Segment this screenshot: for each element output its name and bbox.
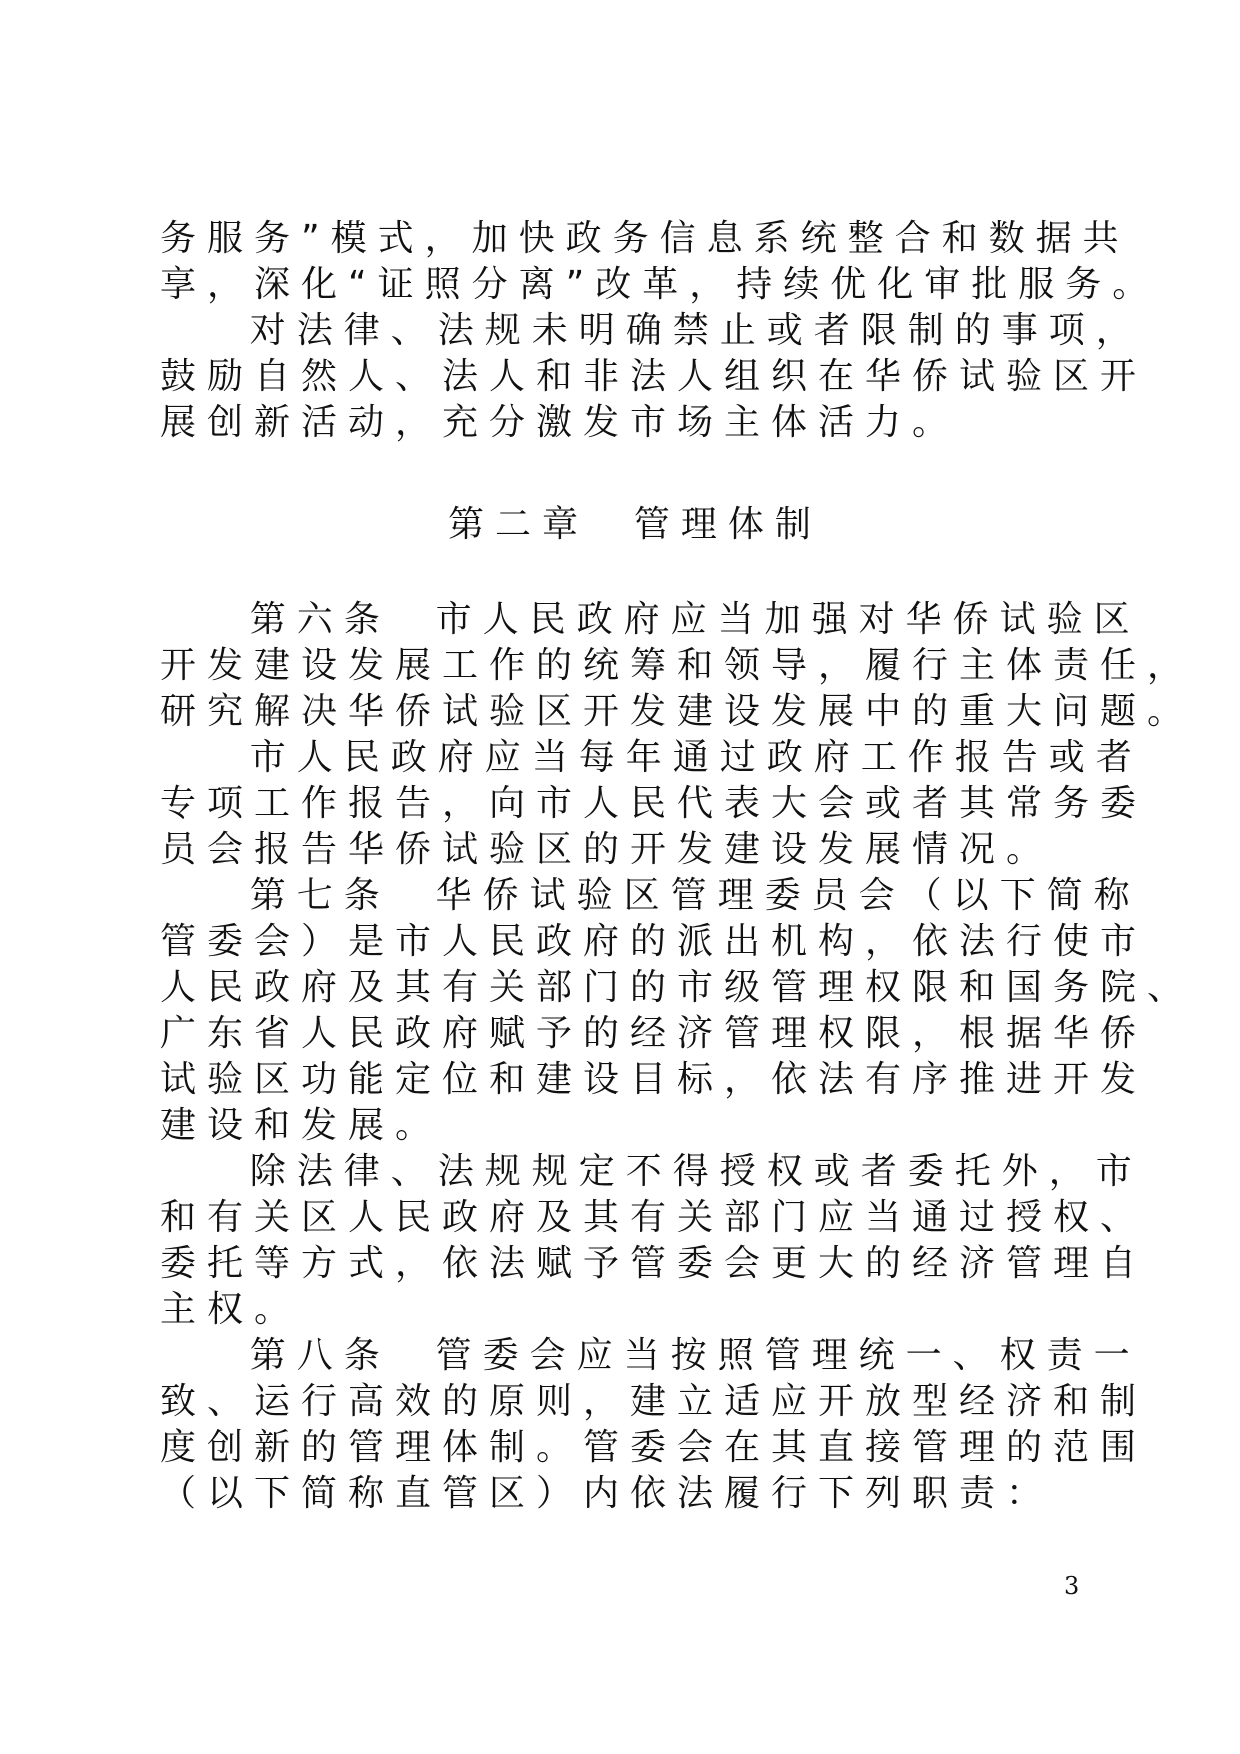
article-7-line: 第七条 华侨试验区管理委员会（以下简称 <box>160 875 1141 916</box>
body-line: 展创新活动，充分激发市场主体活力。 <box>160 402 960 443</box>
body-line: 度创新的管理体制。管委会在其直接管理的范围 <box>160 1427 1148 1468</box>
body-line: 务服务”模式，加快政务信息系统整合和数据共 <box>160 218 1130 259</box>
body-line: 建设和发展。 <box>160 1105 443 1146</box>
body-line: 研究解决华侨试验区开发建设发展中的重大问题。 <box>160 691 1195 732</box>
body-line: 致、运行高效的原则，建立适应开放型经济和制 <box>160 1381 1148 1422</box>
body-line: 市人民政府应当每年通过政府工作报告或者 <box>160 737 1143 778</box>
body-line: 员会报告华侨试验区的开发建设发展情况。 <box>160 829 1054 870</box>
body-line: 广东省人民政府赋予的经济管理权限，根据华侨 <box>160 1013 1148 1054</box>
body-line: 委托等方式，依法赋予管委会更大的经济管理自 <box>160 1243 1148 1284</box>
body-line: （以下简称直管区）内依法履行下列职责： <box>160 1473 1054 1514</box>
article-6-line: 第六条 市人民政府应当加强对华侨试验区 <box>160 599 1141 640</box>
body-line: 专项工作报告，向市人民代表大会或者其常务委 <box>160 783 1148 824</box>
page-number: 3 <box>1064 1572 1080 1600</box>
article-8-line: 第八条 管委会应当按照管理统一、权责一 <box>160 1335 1141 1376</box>
body-line: 试验区功能定位和建设目标，依法有序推进开发 <box>160 1059 1148 1100</box>
body-line: 人民政府及其有关部门的市级管理权限和国务院、 <box>160 967 1195 1008</box>
body-line: 享，深化“证照分离”改革，持续优化审批服务。 <box>160 264 1160 305</box>
body-line: 主权。 <box>160 1289 302 1330</box>
body-line: 鼓励自然人、法人和非法人组织在华侨试验区开 <box>160 356 1148 397</box>
body-line: 开发建设发展工作的统筹和领导，履行主体责任， <box>160 645 1195 686</box>
body-line: 除法律、法规规定不得授权或者委托外，市 <box>160 1151 1143 1192</box>
body-line: 管委会）是市人民政府的派出机构，依法行使市 <box>160 921 1148 962</box>
body-line: 对法律、法规未明确禁止或者限制的事项， <box>160 310 1143 351</box>
chapter-heading: 第二章 管理体制 <box>448 504 822 545</box>
body-line: 和有关区人民政府及其有关部门应当通过授权、 <box>160 1197 1148 1238</box>
